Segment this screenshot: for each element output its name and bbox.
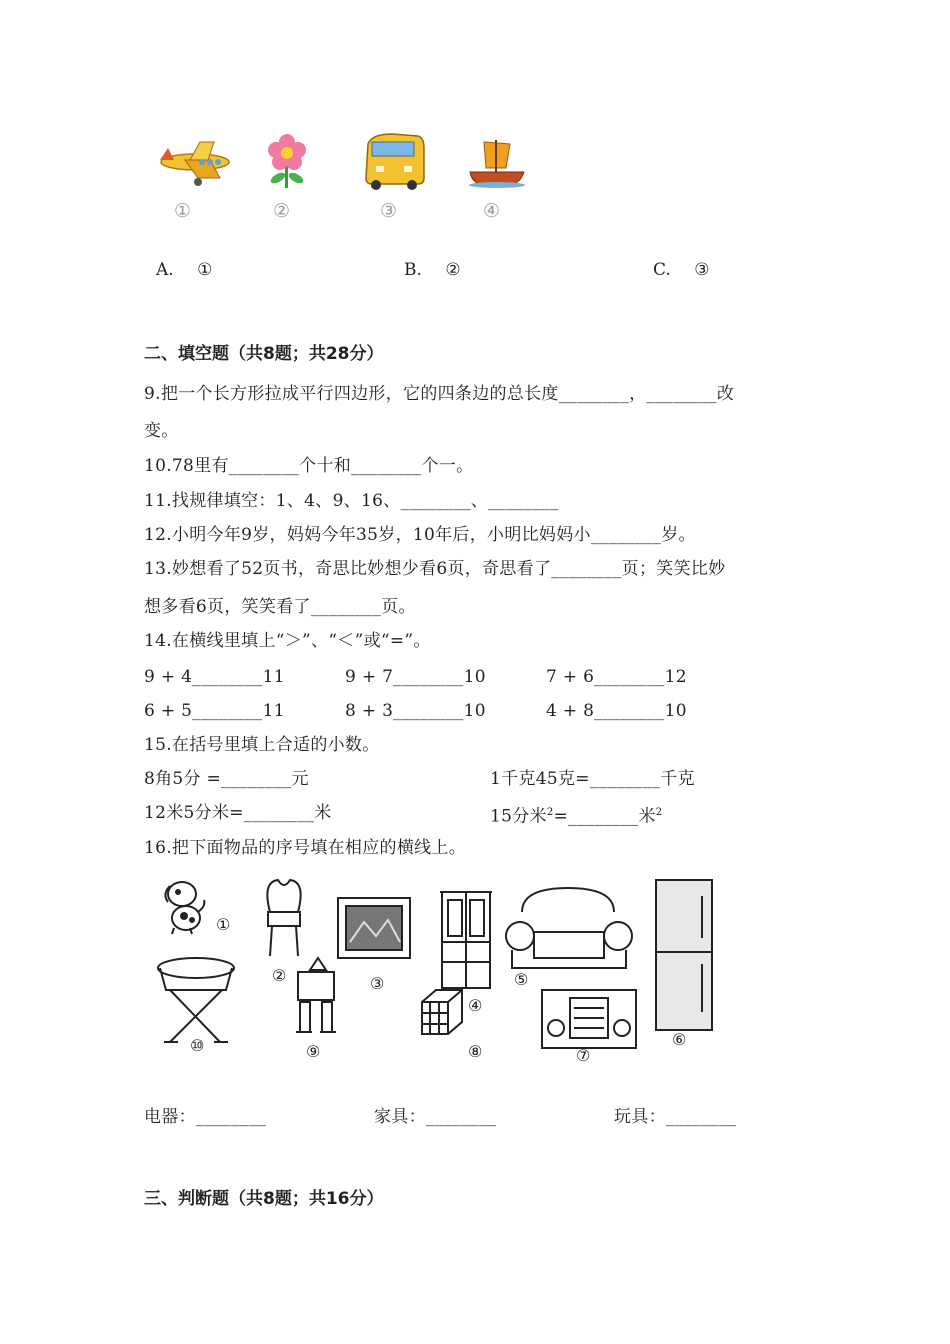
option-value: ③ [694,260,710,280]
answer-blank[interactable]: ________ [425,1107,497,1127]
q8-option-a[interactable] [156,260,212,280]
q16-illustration [150,872,730,1072]
sofa-icon [506,888,632,968]
flower-icon [262,132,312,190]
question-9-line-2: 变。 [144,421,179,441]
q16-item-label: ⑩ [190,1036,205,1055]
answer-appliances[interactable] [144,1106,266,1128]
q16-item-label: ③ [370,974,385,993]
q14-expression: 7 + 6________12 [546,667,687,687]
q16-item-label: ⑨ [306,1042,321,1061]
q15-d-part1: 15分米 [490,806,547,827]
question-13-line-1: 13.妙想看了52页书，奇思比妙想少看6页，奇思看了________页；笑笑比妙 [144,559,726,579]
q15-item-a: 8角5分 =________元 [144,769,309,789]
question-13-line-2: 想多看6页，笑笑看了________页。 [144,597,416,617]
q8-option-b[interactable] [404,260,461,280]
option-letter: C. [653,260,671,280]
q15-item-b: 1千克45克=________千克 [490,769,695,789]
toy-dog-icon [165,882,204,934]
q16-item-label: ⑥ [672,1030,687,1049]
q16-item-label: ⑧ [468,1042,483,1061]
q16-item-label: ⑤ [514,970,529,989]
q15-item-c: 12米5分米=________米 [144,803,332,823]
superscript: 2 [655,807,663,818]
option-letter: A. [156,260,174,280]
television-icon [338,898,410,958]
airplane-icon [150,130,240,190]
q8-item-label: ② [273,200,291,222]
superscript: 2 [546,807,554,818]
refrigerator-icon [656,880,712,1030]
q14-expression: 4 + 8________10 [546,701,687,721]
q8-item-label: ④ [483,200,501,222]
toy-robot-icon [296,958,336,1032]
q15-d-part2: =________米 [553,806,656,827]
question-15: 15.在括号里填上合适的小数。 [144,735,380,755]
q14-expression: 8 + 3________10 [345,701,486,721]
answer-label: 玩具： [614,1107,666,1127]
question-16: 16.把下面物品的序号填在相应的横线上。 [144,838,467,858]
q8-item-label: ③ [380,200,398,222]
question-10: 10.78里有________个十和________个一。 [144,456,474,476]
chair-icon [267,880,300,956]
section-title: 三、判断题（共8题；共16分） [144,1189,384,1209]
q16-item-label: ④ [468,996,483,1015]
q16-item-label: ⑦ [576,1046,591,1065]
option-value: ② [445,260,461,280]
bus-icon [362,130,428,192]
option-value: ① [197,260,213,280]
q14-expression: 6 + 5________11 [144,701,285,721]
answer-blank[interactable]: ________ [195,1107,267,1127]
rubiks-cube-icon [422,990,462,1034]
answer-furniture[interactable] [374,1106,496,1128]
answer-toys[interactable] [614,1106,736,1128]
q14-expression: 9 + 4________11 [144,667,285,687]
stereo-icon [542,990,636,1048]
answer-blank[interactable]: ________ [665,1107,737,1127]
answer-label: 家具： [374,1107,426,1127]
cabinet-icon [440,892,492,988]
q16-item-label: ① [216,915,231,934]
question-11: 11.找规律填空：1、4、9、16、________、________ [144,491,559,511]
q14-expression: 9 + 7________10 [345,667,486,687]
option-letter: B. [404,260,422,280]
q8-option-c[interactable] [653,260,709,280]
q8-item-label: ① [174,200,192,222]
answer-label: 电器： [144,1107,196,1127]
stool-icon [158,958,234,1042]
boat-icon [466,136,528,188]
question-9-line-1: 9.把一个长方形拉成平行四边形，它的四条边的总长度________，________改 [144,384,735,404]
section-title: 二、填空题（共8题；共28分） [144,344,384,364]
question-14: 14.在横线里填上“＞”、“＜”或“=”。 [144,631,431,651]
question-12: 12.小明今年9岁，妈妈今年35岁，10年后，小明比妈妈小________岁。 [144,525,696,545]
q16-item-label: ② [272,966,287,985]
q15-item-d [490,802,662,828]
